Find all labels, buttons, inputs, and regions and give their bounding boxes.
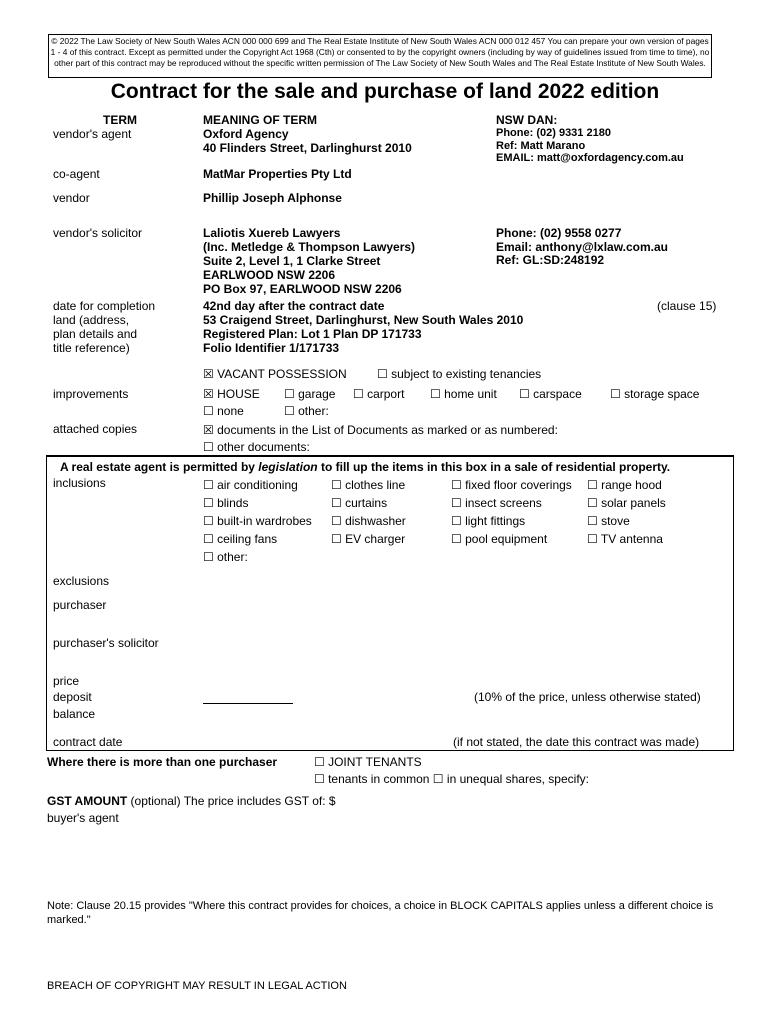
co-agent-value: MatMar Properties Pty Ltd	[203, 167, 352, 181]
improvements-label: improvements	[53, 387, 129, 401]
completion-label: date for completion	[53, 299, 156, 313]
ev-charger-checkbox[interactable]: ☐ EV charger	[331, 532, 406, 546]
other-inclusions-checkbox[interactable]: ☐ other:	[203, 550, 248, 564]
exclusions-label: exclusions	[53, 574, 110, 588]
inclusions-label: inclusions	[53, 476, 106, 490]
buyers-agent-label: buyer's agent	[47, 811, 119, 825]
completion-value: 42nd day after the contract date	[203, 299, 385, 313]
contract-date-note: (if not stated, the date this contract was made)	[453, 735, 700, 749]
vendors-agent-ref: Ref: Matt Marano	[496, 140, 586, 152]
solicitor-phone: Phone: (02) 9558 0277	[496, 226, 622, 240]
meaning-header: MEANING OF TERM	[203, 113, 317, 127]
land-label: land (address,	[53, 313, 130, 327]
storage-space-checkbox[interactable]: ☐ storage space	[610, 387, 700, 401]
range-hood-checkbox[interactable]: ☐ range hood	[587, 478, 662, 492]
curtains-checkbox[interactable]: ☐ curtains	[331, 496, 388, 510]
contract-date-label: contract date	[53, 735, 123, 749]
deposit-note: (10% of the price, unless otherwise stated)	[474, 690, 701, 704]
purchaser-label: purchaser	[53, 598, 107, 612]
insect-screens-checkbox[interactable]: ☐ insect screens	[451, 496, 542, 510]
solicitor-line: Suite 2, Level 1, 1 Clarke Street	[203, 254, 381, 268]
deposit-label: deposit	[53, 690, 92, 704]
solicitor-line: Laliotis Xuereb Lawyers	[203, 226, 341, 240]
other-improvements-checkbox[interactable]: ☐ other:	[284, 404, 329, 418]
tv-antenna-checkbox[interactable]: ☐ TV antenna	[587, 532, 663, 546]
pool-equipment-checkbox[interactable]: ☐ pool equipment	[451, 532, 548, 546]
choices-note: Note: Clause 20.15 provides "Where this contract provides for choices, a choice in BLOCK CAPITALS applies unless a different choice is marked."	[47, 900, 714, 926]
price-label: price	[53, 674, 80, 688]
more-purchasers-label: Where there is more than one purchaser	[47, 755, 278, 769]
solicitor-line: PO Box 97, EARLWOOD NSW 2206	[203, 282, 402, 296]
co-agent-label: co-agent	[53, 167, 100, 181]
joint-tenants-checkbox[interactable]: ☐ JOINT TENANTS	[314, 755, 422, 769]
clothes-line-checkbox[interactable]: ☐ clothes line	[331, 478, 406, 492]
breach-warning: BREACH OF COPYRIGHT MAY RESULT IN LEGAL ACTION	[47, 980, 347, 992]
home-unit-checkbox[interactable]: ☐ home unit	[430, 387, 497, 401]
tenants-in-common-checkbox[interactable]: ☐ tenants in common ☐ in unequal shares, specify:	[314, 772, 589, 786]
existing-tenancies-checkbox[interactable]: ☐ subject to existing tenancies	[377, 367, 542, 381]
gst-amount: GST AMOUNT (optional) The price includes GST of: $	[47, 794, 336, 808]
house-checkbox[interactable]: ☒ HOUSE	[203, 387, 260, 401]
land-plan: Registered Plan: Lot 1 Plan DP 171733	[203, 327, 422, 341]
built-in-wardrobes-checkbox[interactable]: ☐ built-in wardrobes	[203, 514, 312, 528]
nsw-dan-header: NSW DAN:	[496, 113, 558, 127]
vacant-possession-checkbox[interactable]: ☒ VACANT POSSESSION	[203, 367, 347, 381]
term-header: TERM	[103, 113, 137, 127]
solicitor-line: (Inc. Metledge & Thompson Lawyers)	[203, 240, 416, 254]
deposit-field[interactable]	[203, 703, 293, 704]
vendors-agent-label: vendor's agent	[53, 127, 132, 141]
other-documents-checkbox[interactable]: ☐ other documents:	[203, 440, 310, 454]
land-label: plan details and	[53, 327, 138, 341]
vendor-value: Phillip Joseph Alphonse	[203, 191, 342, 205]
dishwasher-checkbox[interactable]: ☐ dishwasher	[331, 514, 406, 528]
vendors-solicitor-label: vendor's solicitor	[53, 226, 142, 240]
solicitor-ref: Ref: GL:SD:248192	[496, 253, 605, 267]
carport-checkbox[interactable]: ☐ carport	[353, 387, 405, 401]
light-fittings-checkbox[interactable]: ☐ light fittings	[451, 514, 526, 528]
completion-clause: (clause 15)	[657, 299, 717, 313]
none-checkbox[interactable]: ☐ none	[203, 404, 244, 418]
solar-panels-checkbox[interactable]: ☐ solar panels	[587, 496, 666, 510]
vendors-agent-name: Oxford Agency	[203, 127, 289, 141]
stove-checkbox[interactable]: ☐ stove	[587, 514, 630, 528]
copyright-notice: © 2022 The Law Society of New South Wales ACN 000 000 699 and The Real Estate Institute of New South Wales ACN 000 012 457 You can prepare your own version of pages 1 - 4 of this contract. Except as permitted under the Copyright Act 1968 (Cth) or consented to by the copyright owners (including by way of guidelines issued from time to time), no other part of this contract may be reproduced without the specific written permission of The Law Society of New South Wales and The Real Estate Institute of New South Wales.	[48, 34, 712, 78]
solicitor-line: EARLWOOD NSW 2206	[203, 268, 336, 282]
purchasers-solicitor-label: purchaser's solicitor	[53, 636, 159, 650]
documents-checkbox[interactable]: ☒ documents in the List of Documents as marked or as numbered:	[203, 423, 558, 437]
vendors-agent-phone: Phone: (02) 9331 2180	[496, 127, 611, 139]
agent-box-heading: A real estate agent is permitted by legislation to fill up the items in this box in a sale of residential property.	[60, 460, 671, 474]
land-folio: Folio Identifier 1/171733	[203, 341, 340, 355]
balance-label: balance	[53, 707, 96, 721]
page-title: Contract for the sale and purchase of land 2022 edition	[110, 80, 660, 103]
land-address: 53 Craigend Street, Darlinghurst, New South Wales 2010	[203, 313, 524, 327]
attached-copies-label: attached copies	[53, 422, 138, 436]
air-conditioning-checkbox[interactable]: ☐ air conditioning	[203, 478, 298, 492]
vendor-label: vendor	[53, 191, 90, 205]
vendors-agent-email: EMAIL: matt@oxfordagency.com.au	[496, 152, 684, 164]
fixed-floor-coverings-checkbox[interactable]: ☐ fixed floor coverings	[451, 478, 572, 492]
ceiling-fans-checkbox[interactable]: ☐ ceiling fans	[203, 532, 278, 546]
carspace-checkbox[interactable]: ☐ carspace	[519, 387, 582, 401]
vendors-agent-address: 40 Flinders Street, Darlinghurst 2010	[203, 141, 412, 155]
solicitor-email: Email: anthony@lxlaw.com.au	[496, 240, 668, 254]
blinds-checkbox[interactable]: ☐ blinds	[203, 496, 249, 510]
garage-checkbox[interactable]: ☐ garage	[284, 387, 336, 401]
land-label: title reference)	[53, 341, 130, 355]
